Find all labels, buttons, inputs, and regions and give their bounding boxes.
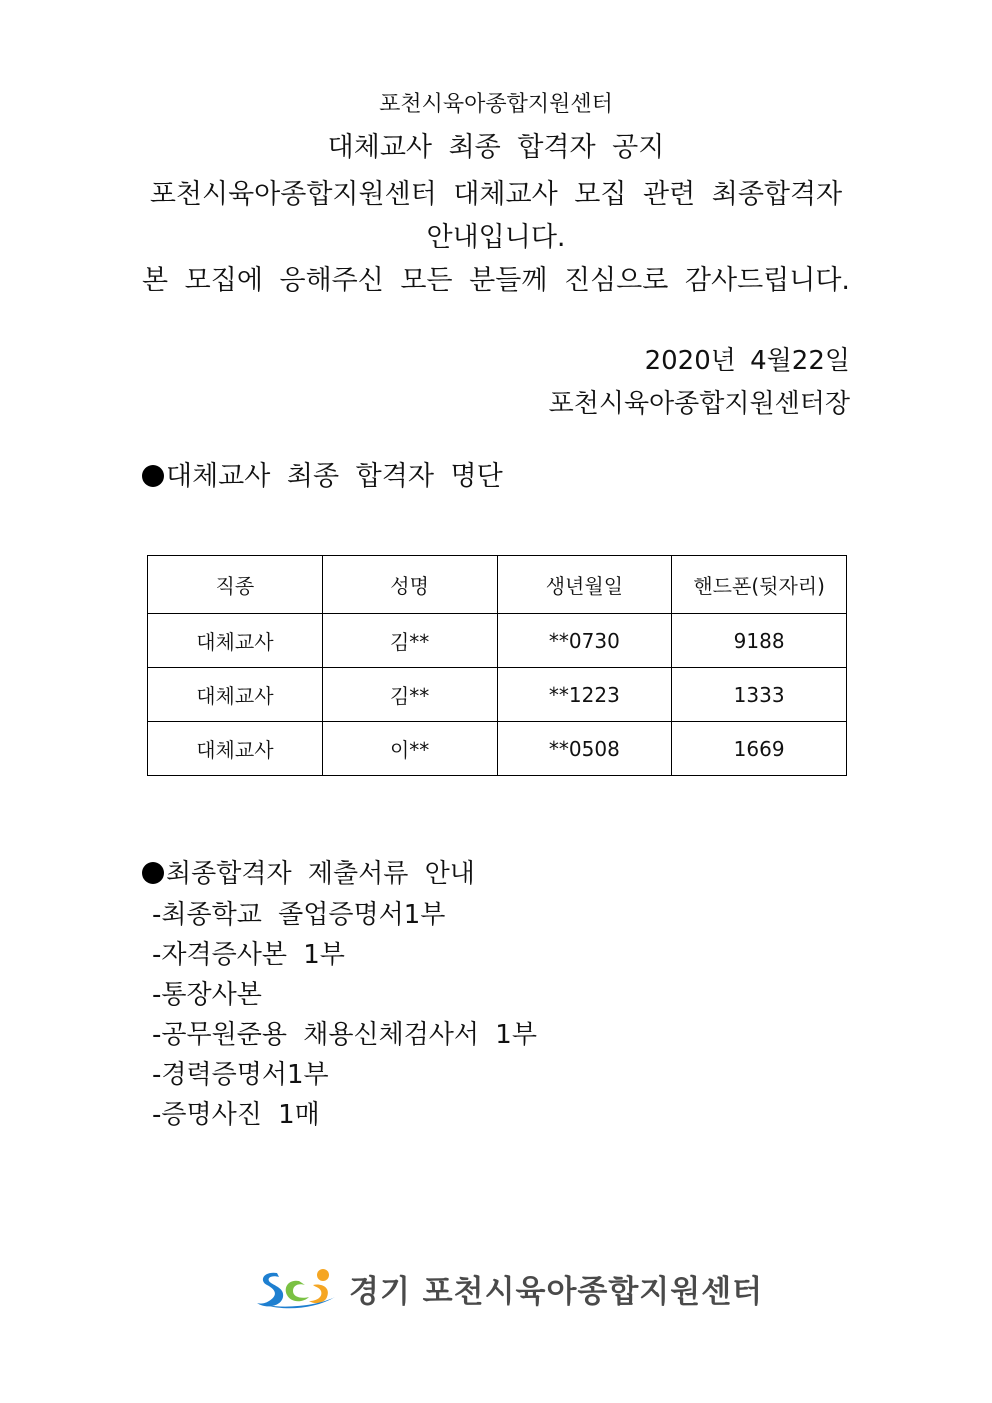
- results-title-text: 대체교사 최종 합격자 명단: [166, 461, 503, 492]
- cell-job-type: 대체교사: [148, 668, 323, 722]
- cell-phone: 9188: [672, 614, 847, 668]
- intro-line: 안내입니다.: [426, 222, 566, 253]
- cell-phone: 1669: [672, 722, 847, 776]
- list-item: -최종학교 졸업증명서1부: [152, 900, 446, 930]
- list-item: -경력증명서1부: [152, 1060, 329, 1090]
- footer-logo: [255, 1265, 763, 1311]
- bullet-icon: [142, 465, 164, 487]
- results-section-title: [142, 459, 503, 495]
- cell-job-type: 대체교사: [148, 722, 323, 776]
- list-item: -통장사본: [152, 980, 262, 1010]
- cell-job-type: 대체교사: [148, 614, 323, 668]
- signature-issuer: 포천시육아종합지원센터장: [548, 389, 850, 419]
- bullet-icon: [142, 862, 164, 884]
- cell-name: 김**: [322, 614, 497, 668]
- cell-birthdate: **1223: [497, 668, 672, 722]
- signature-date: 2020년 4월22일: [644, 346, 850, 376]
- list-item: -공무원준용 채용신체검사서 1부: [152, 1020, 537, 1050]
- intro-text: [0, 173, 992, 302]
- list-item: -증명사진 1매: [152, 1100, 320, 1130]
- notice-title: 대체교사 최종 합격자 공지: [327, 132, 665, 163]
- cell-birthdate: **0508: [497, 722, 672, 776]
- logo-text: 경기 포천시육아종합지원센터: [349, 1273, 764, 1310]
- list-item: -자격증사본 1부: [152, 940, 345, 970]
- table-row: [148, 668, 847, 722]
- intro-line: 본 모집에 응해주신 모든 분들께 진심으로 감사드립니다.: [142, 265, 850, 296]
- column-header: 성명: [322, 556, 497, 614]
- cell-name: 이**: [322, 722, 497, 776]
- column-header: 핸드폰(뒷자리): [672, 556, 847, 614]
- table-row: [148, 614, 847, 668]
- cell-name: 김**: [322, 668, 497, 722]
- cell-phone: 1333: [672, 668, 847, 722]
- intro-line: 포천시육아종합지원센터 대체교사 모집 관련 최종합격자: [149, 179, 843, 210]
- documents-list: [152, 895, 537, 1135]
- organization-name: 포천시육아종합지원센터: [379, 92, 613, 117]
- cell-birthdate: **0730: [497, 614, 672, 668]
- table-header-row: [148, 556, 847, 614]
- column-header: 생년월일: [497, 556, 672, 614]
- documents-title-text: 최종합격자 제출서류 안내: [166, 859, 475, 889]
- results-table: [147, 555, 847, 776]
- column-header: 직종: [148, 556, 323, 614]
- documents-section-title: [142, 856, 475, 892]
- table-row: [148, 722, 847, 776]
- center-logo-icon: [255, 1265, 341, 1311]
